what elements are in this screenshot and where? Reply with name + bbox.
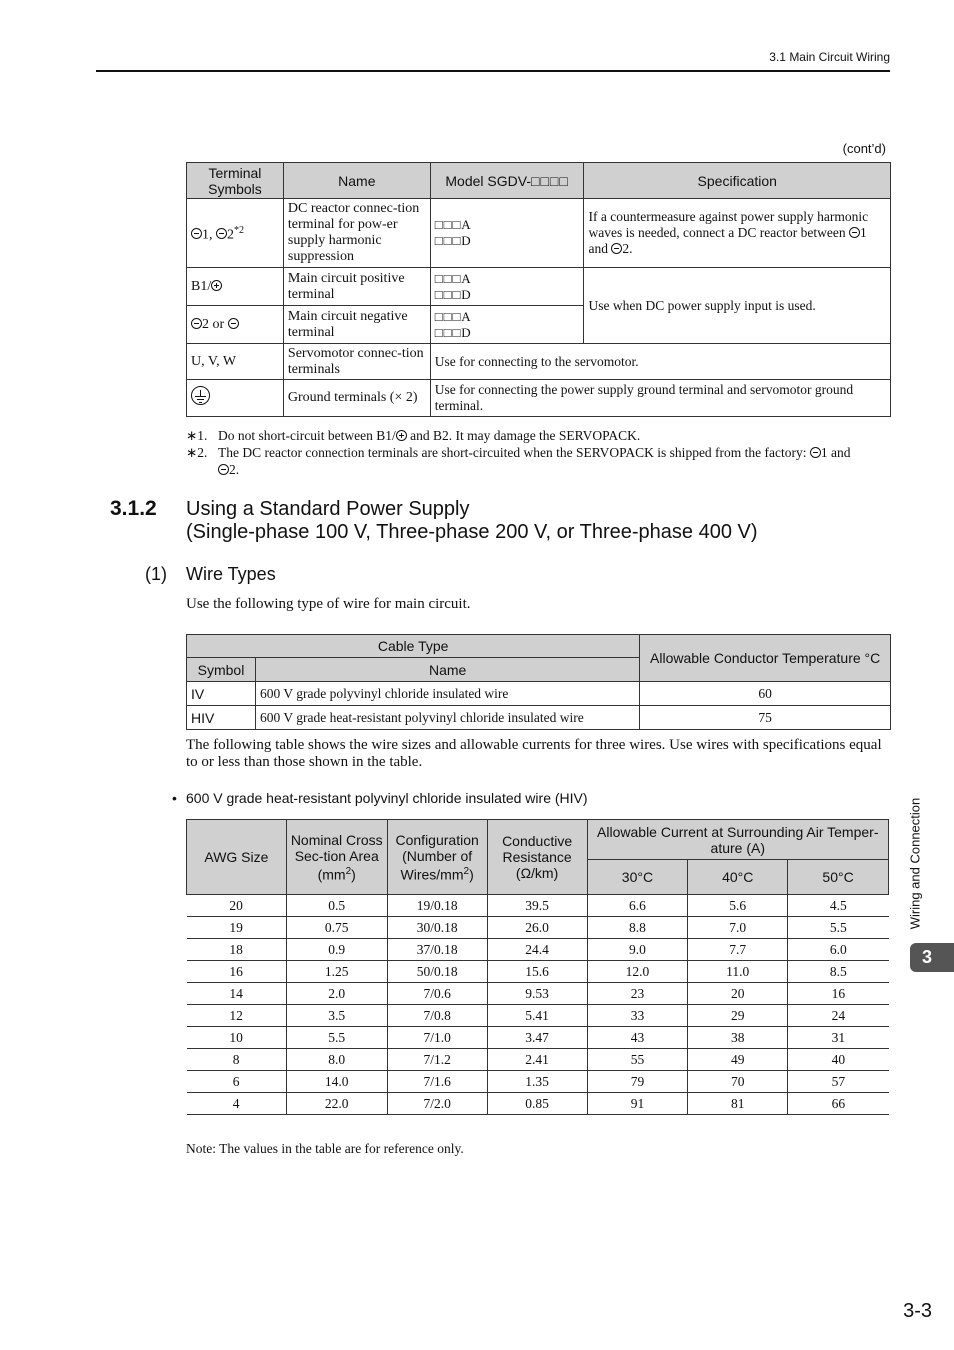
table-cell: 33 xyxy=(587,1005,688,1027)
table-cell: 5.5 xyxy=(286,1027,387,1049)
table-cell: 3.5 xyxy=(286,1005,387,1027)
table-cell: 1.25 xyxy=(286,961,387,983)
table-cell: 43 xyxy=(587,1027,688,1049)
table-row xyxy=(187,1093,889,1115)
table-footnote: Note: The values in the table are for reference only. xyxy=(186,1141,464,1156)
table-cell: 8 xyxy=(187,1049,287,1071)
table-cell: 10 xyxy=(187,1027,287,1049)
table-row xyxy=(187,917,889,939)
table-row xyxy=(187,939,889,961)
table-cell: 6.6 xyxy=(587,895,688,917)
th-resistance: Conductive Resistance (Ω/km) xyxy=(487,820,587,895)
table-cell: 0.85 xyxy=(487,1093,587,1115)
table-row xyxy=(187,706,891,730)
table-cell: 7/0.6 xyxy=(387,983,487,1005)
table-row xyxy=(187,344,891,380)
table-row xyxy=(187,961,889,983)
table-cell: 66 xyxy=(788,1093,889,1115)
table-cell: 16 xyxy=(187,961,287,983)
table-cell: 7/1.0 xyxy=(387,1027,487,1049)
header-rule xyxy=(96,70,890,72)
bullet-item: • 600 V grade heat-resistant polyvinyl chloride insulated wire (HIV) xyxy=(172,790,588,806)
section-title: Using a Standard Power Supply (Single-phase 100 V, Three-phase 200 V, or Three-phase 400 V) xyxy=(186,498,758,543)
minus-circle-icon xyxy=(191,318,202,329)
plus-circle-icon xyxy=(211,280,222,291)
table-cell: 6 xyxy=(187,1071,287,1093)
table-cell: 37/0.18 xyxy=(387,939,487,961)
th-specification: Specification xyxy=(584,163,891,199)
table-cell: 0.9 xyxy=(286,939,387,961)
table-cell: 29 xyxy=(688,1005,788,1027)
temp-cell: 75 xyxy=(640,706,891,730)
symbol-cell: HIV xyxy=(187,706,256,730)
th-configuration: Configuration (Number of Wires/$mm^2$) xyxy=(387,820,487,895)
table-row xyxy=(187,1027,889,1049)
table-row xyxy=(187,380,891,417)
table-cell: 70 xyxy=(688,1071,788,1093)
table-cell: 8.0 xyxy=(286,1049,387,1071)
table-row xyxy=(187,1005,889,1027)
table-cell: 55 xyxy=(587,1049,688,1071)
table-cell: 7/0.8 xyxy=(387,1005,487,1027)
table-cell: 24 xyxy=(788,1005,889,1027)
table-cell: 3.47 xyxy=(487,1027,587,1049)
minus-circle-icon xyxy=(228,318,239,329)
table-cell: 20 xyxy=(187,895,287,917)
note-2: ∗2. The DC reactor connection terminals are short-circuited when the SERVOPACK is shipped from the factory: 1 and 2. xyxy=(186,445,851,477)
model-cell: □□□A □□□D xyxy=(430,199,584,268)
table-cell: 20 xyxy=(688,983,788,1005)
minus-circle-icon xyxy=(810,447,821,458)
table-cell: 14.0 xyxy=(286,1071,387,1093)
table-cell: 39.5 xyxy=(487,895,587,917)
table-row xyxy=(187,268,891,306)
table-row xyxy=(187,1049,889,1071)
symbol-cell: B1/ xyxy=(187,268,284,306)
table-cell: 7.7 xyxy=(688,939,788,961)
name-cell: DC reactor connec-tion terminal for pow-er supply harmonic suppression xyxy=(283,199,430,268)
table-cell: 26.0 xyxy=(487,917,587,939)
table-cell: 31 xyxy=(788,1027,889,1049)
table-cell: 40 xyxy=(788,1049,889,1071)
table-row xyxy=(187,983,889,1005)
page-number: 3-3 xyxy=(903,1300,932,1322)
intro-text: Use the following type of wire for main circuit. xyxy=(186,596,471,612)
table-cell: 8.8 xyxy=(587,917,688,939)
table-cell: 5.5 xyxy=(788,917,889,939)
subsection-title: Wire Types xyxy=(186,564,276,584)
name-cell: Ground terminals (× 2) xyxy=(283,380,430,417)
cable-type-table xyxy=(186,634,891,730)
minus-circle-icon xyxy=(849,227,860,238)
table-row xyxy=(187,199,891,268)
table-row xyxy=(187,895,889,917)
table-cell: 19 xyxy=(187,917,287,939)
symbol-cell: 2 or xyxy=(187,306,284,344)
name-cell: Main circuit negative terminal xyxy=(283,306,430,344)
name-cell: 600 V grade polyvinyl chloride insulated wire xyxy=(255,682,639,706)
th-name: Name xyxy=(255,658,639,682)
table-cell: 2.41 xyxy=(487,1049,587,1071)
subsection-number: (1) xyxy=(145,564,167,584)
chapter-tab: 3 xyxy=(910,943,954,972)
table-cell: 7/2.0 xyxy=(387,1093,487,1115)
ground-icon xyxy=(191,386,210,405)
chapter-side-label: Wiring and Connection xyxy=(907,797,923,930)
table-cell: 0.75 xyxy=(286,917,387,939)
table-cell: 5.6 xyxy=(688,895,788,917)
running-header: 3.1 Main Circuit Wiring xyxy=(769,50,890,64)
table-cell: 57 xyxy=(788,1071,889,1093)
table-cell: 12 xyxy=(187,1005,287,1027)
table-row xyxy=(187,1071,889,1093)
section-number: 3.1.2 xyxy=(110,497,157,520)
th-50c: 50°C xyxy=(788,860,889,895)
minus-circle-icon xyxy=(611,243,622,254)
table-cell: 23 xyxy=(587,983,688,1005)
contd-label: (cont’d) xyxy=(842,141,886,156)
th-name: Name xyxy=(283,163,430,199)
spec-cell: Use when DC power supply input is used. xyxy=(584,268,891,344)
plus-circle-icon xyxy=(396,430,407,441)
table-cell: 5.41 xyxy=(487,1005,587,1027)
th-awg-size: AWG Size xyxy=(187,820,287,895)
terminal-table xyxy=(186,162,891,417)
th-cable-type: Cable Type xyxy=(187,635,640,658)
table-cell: 15.6 xyxy=(487,961,587,983)
th-cross-section: Nominal Cross Sec-tion Area $(mm^2)$ xyxy=(286,820,387,895)
temp-cell: 60 xyxy=(640,682,891,706)
table-cell: 38 xyxy=(688,1027,788,1049)
spec-cell: Use for connecting the power supply ground terminal and servomotor ground terminal. xyxy=(430,380,890,417)
th-allowable-current: Allowable Current at Surrounding Air Temper-ature (A) xyxy=(587,820,888,860)
table-cell: 1.35 xyxy=(487,1071,587,1093)
table-cell: 18 xyxy=(187,939,287,961)
name-cell: Main circuit positive terminal xyxy=(283,268,430,306)
table-cell: 24.4 xyxy=(487,939,587,961)
table-cell: 6.0 xyxy=(788,939,889,961)
table-cell: 19/0.18 xyxy=(387,895,487,917)
table-cell: 7/1.6 xyxy=(387,1071,487,1093)
th-30c: 30°C xyxy=(587,860,688,895)
table-cell: 50/0.18 xyxy=(387,961,487,983)
note-1: ∗1. Do not short-circuit between B1/ and B2. It may damage the SERVOPACK. xyxy=(186,428,641,443)
table-cell: 11.0 xyxy=(688,961,788,983)
table-cell: 9.0 xyxy=(587,939,688,961)
symbol-cell: 1, 2$^{*2}$ xyxy=(187,199,284,268)
table-cell: 14 xyxy=(187,983,287,1005)
table-cell: 7.0 xyxy=(688,917,788,939)
name-cell: 600 V grade heat-resistant polyvinyl chloride insulated wire xyxy=(255,706,639,730)
model-cell: □□□A □□□D xyxy=(430,268,584,306)
spec-cell: Use for connecting to the servomotor. xyxy=(430,344,890,380)
table-cell: 7/1.2 xyxy=(387,1049,487,1071)
table-cell: 79 xyxy=(587,1071,688,1093)
minus-circle-icon xyxy=(218,464,229,475)
table-cell: 4.5 xyxy=(788,895,889,917)
body-paragraph: The following table shows the wire sizes and allowable currents for three wires. Use wires with specifications equal to or less than those shown in the table. xyxy=(186,737,882,770)
model-cell: □□□A □□□D xyxy=(430,306,584,344)
table-cell: 22.0 xyxy=(286,1093,387,1115)
th-40c: 40°C xyxy=(688,860,788,895)
table-cell: 91 xyxy=(587,1093,688,1115)
table-cell: 8.5 xyxy=(788,961,889,983)
table-row xyxy=(187,682,891,706)
table-cell: 16 xyxy=(788,983,889,1005)
table-cell: 2.0 xyxy=(286,983,387,1005)
table-cell: 9.53 xyxy=(487,983,587,1005)
wire-size-table xyxy=(186,819,889,1115)
th-allowable-temp: Allowable Conductor Temperature °C xyxy=(640,635,891,682)
minus-circle-icon xyxy=(216,228,227,239)
th-symbol: Symbol xyxy=(187,658,256,682)
spec-cell: If a countermeasure against power supply harmonic waves is needed, connect a DC reactor between 1 and 2. xyxy=(584,199,891,268)
th-model: Model SGDV-□□□□ xyxy=(430,163,584,199)
table-cell: 49 xyxy=(688,1049,788,1071)
table-cell: 30/0.18 xyxy=(387,917,487,939)
table-cell: 12.0 xyxy=(587,961,688,983)
name-cell: Servomotor connec-tion terminals xyxy=(283,344,430,380)
table-cell: 81 xyxy=(688,1093,788,1115)
table-cell: 0.5 xyxy=(286,895,387,917)
th-terminal-symbols: Terminal Symbols xyxy=(187,163,284,199)
minus-circle-icon xyxy=(191,228,202,239)
symbol-cell xyxy=(187,380,284,417)
symbol-cell: IV xyxy=(187,682,256,706)
symbol-cell: U, V, W xyxy=(187,344,284,380)
table-cell: 4 xyxy=(187,1093,287,1115)
